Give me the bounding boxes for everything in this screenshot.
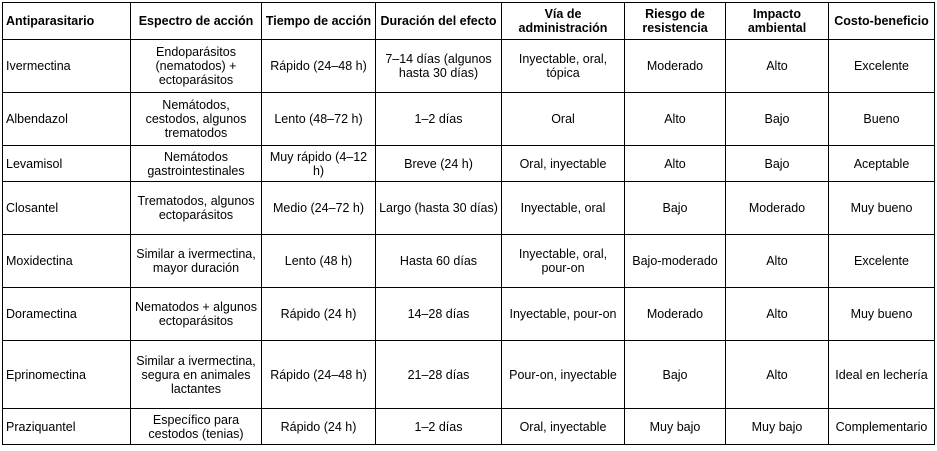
table-cell: Alto [726,40,829,93]
table-cell: Aceptable [829,146,935,182]
table-cell: Oral, inyectable [502,409,625,445]
header-cell: Espectro de acción [131,3,262,40]
table-cell: Inyectable, pour-on [502,288,625,341]
table-cell: Bajo-moderado [625,235,726,288]
table-cell: Oral [502,93,625,146]
table-cell: Muy bajo [625,409,726,445]
header-cell: Vía de administración [502,3,625,40]
table-cell: Muy bajo [726,409,829,445]
table-cell: Alto [726,235,829,288]
table-row [3,182,935,235]
table-cell: Moderado [625,40,726,93]
table-cell: Eprinomectina [3,341,131,409]
table-cell: Moderado [625,288,726,341]
table-cell: Similar a ivermectina, segura en animales lactantes [131,341,262,409]
table-cell: Moderado [726,182,829,235]
table-cell: Rápido (24–48 h) [262,40,376,93]
table-cell: Similar a ivermectina, mayor duración [131,235,262,288]
table-cell: Praziquantel [3,409,131,445]
table-cell: Excelente [829,235,935,288]
table-cell: Breve (24 h) [376,146,502,182]
header-cell: Duración del efecto [376,3,502,40]
table-cell: Alto [726,288,829,341]
table-cell: Levamisol [3,146,131,182]
table-cell: 14–28 días [376,288,502,341]
table-cell: 7–14 días (algunos hasta 30 días) [376,40,502,93]
table-cell: 1–2 días [376,93,502,146]
table-row [3,341,935,409]
table-cell: Complementario [829,409,935,445]
table-cell: Muy rápido (4–12 h) [262,146,376,182]
table-cell: Inyectable, oral [502,182,625,235]
table-cell: Alto [625,93,726,146]
table-cell: Bueno [829,93,935,146]
table-cell: Excelente [829,40,935,93]
table-cell: Ivermectina [3,40,131,93]
table-row [3,40,935,93]
table-cell: Hasta 60 días [376,235,502,288]
table-cell: Inyectable, oral, pour-on [502,235,625,288]
table-cell: Moxidectina [3,235,131,288]
table-cell: Alto [625,146,726,182]
table-cell: 21–28 días [376,341,502,409]
table-cell: Alto [726,341,829,409]
table-cell: Doramectina [3,288,131,341]
table-cell: Trematodos, algunos ectoparásitos [131,182,262,235]
header-cell: Antiparasitario [3,3,131,40]
table-cell: 1–2 días [376,409,502,445]
table-cell: Rápido (24 h) [262,288,376,341]
table-cell: Endoparásitos (nematodos) + ectoparásitos [131,40,262,93]
table-row [3,146,935,182]
table-cell: Bajo [625,341,726,409]
table-cell: Específico para cestodos (tenias) [131,409,262,445]
table-cell: Oral, inyectable [502,146,625,182]
table-row [3,288,935,341]
table-cell: Pour-on, inyectable [502,341,625,409]
table-cell: Nemátodos gastrointestinales [131,146,262,182]
table-cell: Bajo [726,93,829,146]
table-cell: Nematodos + algunos ectoparásitos [131,288,262,341]
header-row [3,3,935,40]
header-cell: Riesgo de resistencia [625,3,726,40]
header-cell: Impacto ambiental [726,3,829,40]
table-cell: Medio (24–72 h) [262,182,376,235]
table-row [3,235,935,288]
table-cell: Ideal en lechería [829,341,935,409]
table-cell: Lento (48–72 h) [262,93,376,146]
table-cell: Albendazol [3,93,131,146]
table-row [3,409,935,445]
table-cell: Lento (48 h) [262,235,376,288]
table-cell: Bajo [625,182,726,235]
table-cell: Bajo [726,146,829,182]
table-cell: Closantel [3,182,131,235]
table-cell: Muy bueno [829,288,935,341]
table-cell: Rápido (24 h) [262,409,376,445]
header-cell: Costo-beneficio [829,3,935,40]
table-cell: Rápido (24–48 h) [262,341,376,409]
header-cell: Tiempo de acción [262,3,376,40]
table-cell: Muy bueno [829,182,935,235]
antiparasitic-comparison-table [2,2,935,445]
table-row [3,93,935,146]
table-cell: Nemátodos, cestodos, algunos trematodos [131,93,262,146]
table-cell: Inyectable, oral, tópica [502,40,625,93]
table-cell: Largo (hasta 30 días) [376,182,502,235]
